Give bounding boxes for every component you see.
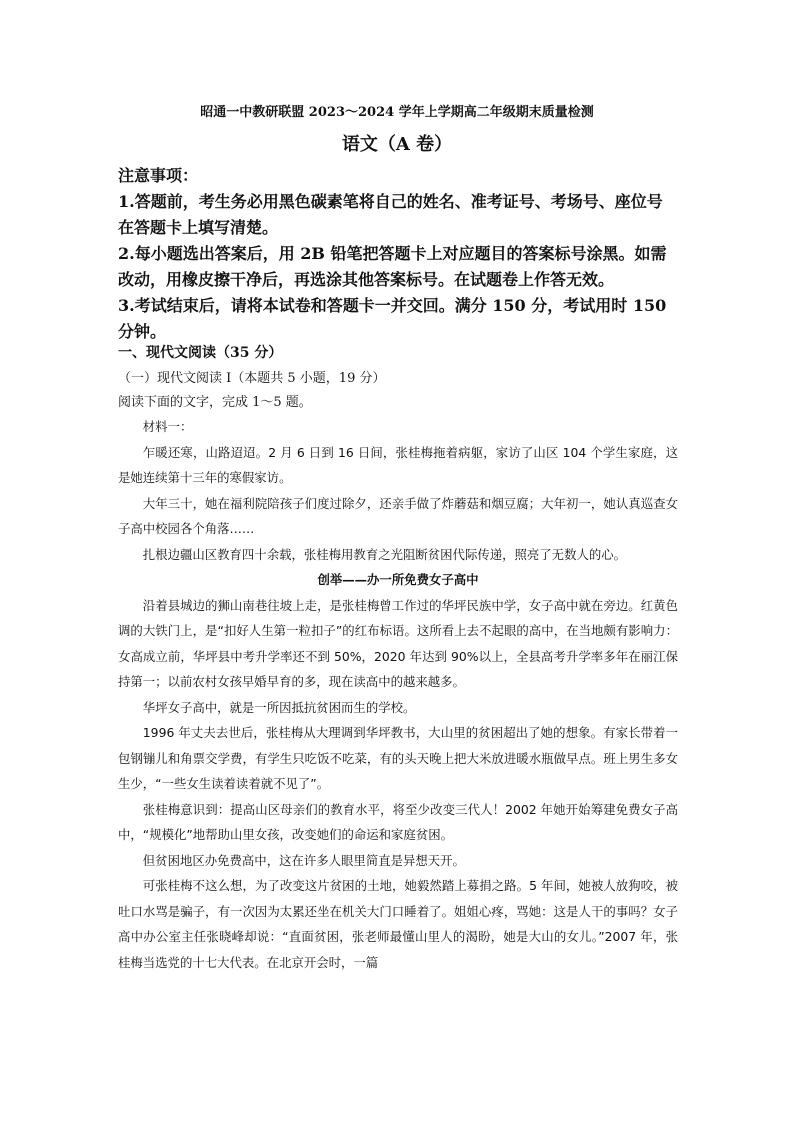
exam-title: 昭通一中教研联盟 2023～2024 学年上学期高二年级期末质量检测 xyxy=(200,105,594,120)
subject-title: 语文（A 卷） xyxy=(341,134,453,155)
notice-item-2: 2.每小题选出答案后，用 2B 铅笔把答题卡上对应题目的答案标号涂黑。如需改动，用橡皮擦干净后，再选涂其他答案标号。在试题卷上作答无效。 xyxy=(118,244,667,289)
article-paragraph: 张桂梅意识到：提高山区母亲们的教育水平，将至少改变三代人！2002 年她开始筹建免费女子高中，“规模化”地帮助山里女孩，改变她们的命运和家庭贫困。 xyxy=(118,801,678,842)
article-paragraph: 1996 年丈夫去世后，张桂梅从大理调到华坪教书，大山里的贫困超出了她的想象。有家长带着一包钢镚儿和角票交学费，有学生只吃饭不吃菜，有的头天晚上把大米放进暖水瓶做早点。班上男生多女生少，“一些女生读着读着就不见了”。 xyxy=(118,725,678,791)
article-heading: 创举——办一所免费女子高中 xyxy=(317,572,479,587)
article-paragraph: 沿着县城边的狮山南巷往坡上走，是张桂梅曾工作过的华坪民族中学，女子高中就在旁边。红黄色调的大铁门上，是“扣好人生第一粒扣子”的红布标语。这所看上去不起眼的高中，在当地颇有影响力：女高成立前，华坪县中考升学率还不到 50%，2020 年达到 90%以上，全县高考升学率多年在丽江保持第一；以前农村女孩早婚早育的多，现在读高中的越来越多。 xyxy=(118,597,678,689)
section-title: 一、现代文阅读（35 分） xyxy=(118,345,283,361)
article-paragraph: 但贫困地区办免费高中，这在许多人眼里简直是异想天开。 xyxy=(142,852,465,868)
article-paragraph: 可张桂梅不这么想，为了改变这片贫困的土地，她毅然踏上募捐之路。5 年间，她被人放狗咬，被吐口水骂是骗子，有一次因为太累还坐在机关大门口睡着了。姐姐心疼，骂她：这是人干的事吗？女子高中办公室主任张晓峰却说：“直面贫困，张老师最懂山里人的渴盼，她是大山的女儿。”2007 年，张桂梅当选党的十七大代表。在北京开会时，一篇 xyxy=(118,878,678,970)
article-paragraph: 华坪女子高中，就是一所因抵抗贫困而生的学校。 xyxy=(142,699,416,715)
material-paragraph: 大年三十，她在福利院陪孩子们度过除夕，还亲手做了炸蘑菇和烟豆腐；大年初一，她认真巡查女子高中校园各个角落…… xyxy=(118,495,678,536)
notice-heading: 注意事项： xyxy=(118,166,199,185)
material-body xyxy=(118,414,678,975)
material-label: 材料一： xyxy=(142,419,193,434)
notice-item-1: 1.答题前，考生务必用黑色碳素笔将自己的姓名、准考证号、考场号、座位号在答题卡上填写清楚。 xyxy=(118,192,663,237)
subsection-title: （一）现代文阅读 I（本题共 5 小题，19 分） xyxy=(118,371,386,386)
material-paragraph: 乍暖还寒，山路迢迢。2 月 6 日到 16 日间，张桂梅拖着病躯，家访了山区 104 个学生家庭，这是她连续第十三年的寒假家访。 xyxy=(118,444,678,485)
reading-instruction: 阅读下面的文字，完成 1～5 题。 xyxy=(118,395,312,410)
material-paragraph: 扎根边疆山区教育四十余载，张桂梅用教育之光阻断贫困代际传递，照亮了无数人的心。 xyxy=(142,546,627,562)
notice-item-3: 3.考试结束后，请将本试卷和答题卡一并交回。满分 150 分，考试用时 150 分钟。 xyxy=(118,296,667,341)
